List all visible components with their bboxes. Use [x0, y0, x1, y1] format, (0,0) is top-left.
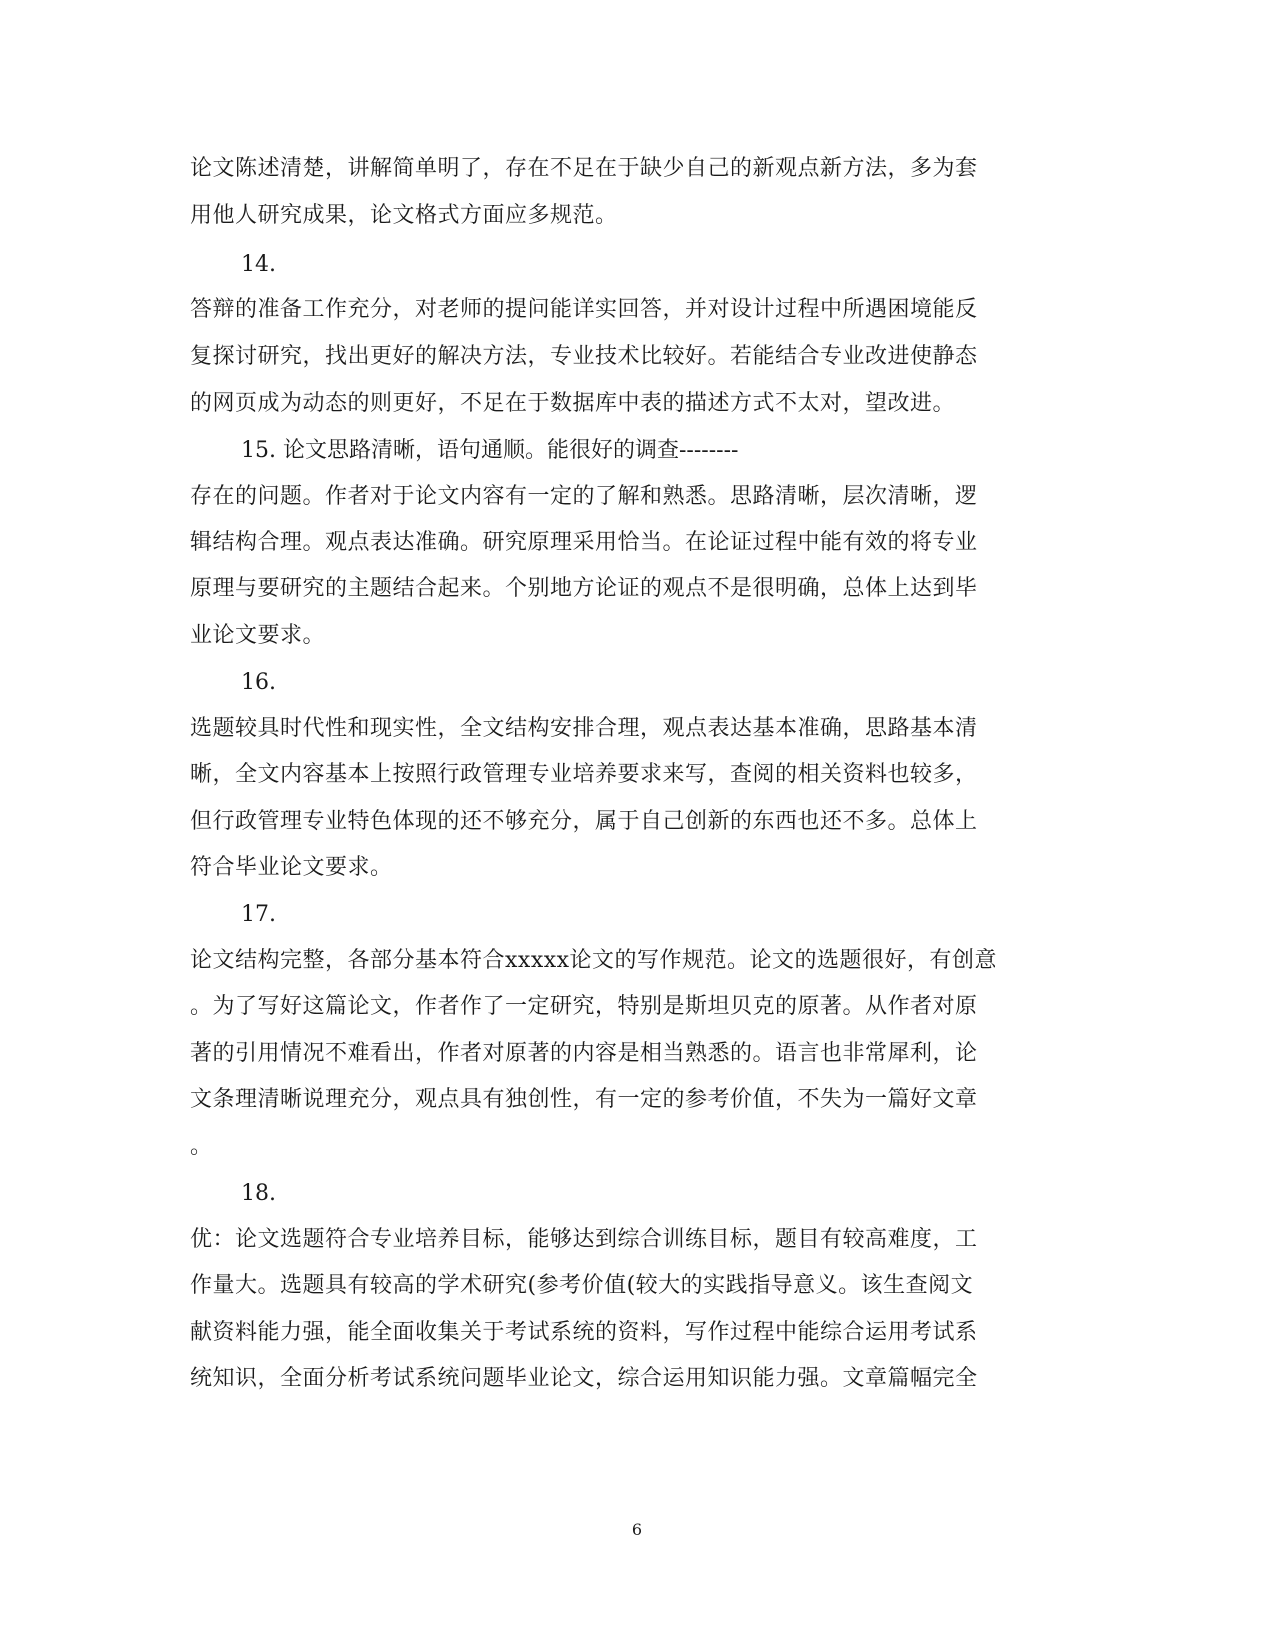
text-line: 业论文要求。 — [190, 623, 326, 648]
text-line: 用他人研究成果，论文格式方面应多规范。 — [190, 203, 618, 228]
text-line: 但行政管理专业特色体现的还不够充分，属于自己创新的东西也还不多。总体上 — [190, 809, 978, 834]
item-number: 16. — [241, 670, 276, 695]
text-line: 符合毕业论文要求。 — [190, 855, 393, 880]
text-line: 的网页成为动态的则更好，不足在于数据库中表的描述方式不太对，望改进。 — [190, 391, 956, 416]
text-line: 。 — [190, 1134, 213, 1159]
text-line: 献资料能力强，能全面收集关于考试系统的资料，写作过程中能综合运用考试系 — [190, 1320, 978, 1345]
text-line: 作量大。选题具有较高的学术研究(参考价值(较大的实践指导意义。该生查阅文 — [190, 1273, 974, 1298]
text-line: 著的引用情况不难看出，作者对原著的内容是相当熟悉的。语言也非常犀利，论 — [190, 1041, 978, 1066]
text-line: 复探讨研究，找出更好的解决方法，专业技术比较好。若能结合专业改进使静态 — [190, 344, 978, 369]
text-line: 。为了写好这篇论文，作者作了一定研究，特别是斯坦贝克的原著。从作者对原 — [190, 994, 978, 1019]
text-line: 存在的问题。作者对于论文内容有一定的了解和熟悉。思路清晰，层次清晰，逻 — [190, 484, 978, 509]
text-line: 辑结构合理。观点表达准确。研究原理采用恰当。在论证过程中能有效的将专业 — [190, 530, 978, 555]
text-line: 原理与要研究的主题结合起来。个别地方论证的观点不是很明确，总体上达到毕 — [190, 576, 978, 601]
text-line: 统知识，全面分析考试系统问题毕业论文，综合运用知识能力强。文章篇幅完全 — [190, 1366, 978, 1391]
text-line: 晰，全文内容基本上按照行政管理专业培养要求来写，查阅的相关资料也较多， — [190, 762, 978, 787]
text-line: 文条理清晰说理充分，观点具有独创性，有一定的参考价值，不失为一篇好文章 — [190, 1087, 978, 1112]
item-number: 14. — [241, 252, 276, 277]
page-number: 6 — [631, 1520, 643, 1539]
item-number: 18. — [241, 1181, 276, 1206]
item-number: 17. — [241, 902, 276, 927]
text-line: 答辩的准备工作充分，对老师的提问能详实回答，并对设计过程中所遇困境能反 — [190, 297, 978, 322]
text-line: 论文结构完整，各部分基本符合xxxxx论文的写作规范。论文的选题很好，有创意 — [190, 948, 998, 973]
text-line: 论文陈述清楚，讲解简单明了，存在不足在于缺少自己的新观点新方法，多为套 — [190, 156, 978, 181]
text-line: 选题较具时代性和现实性，全文结构安排合理，观点表达基本准确，思路基本清 — [190, 716, 978, 741]
item-number: 15. 论文思路清晰，语句通顺。能很好的调查-------- — [241, 438, 739, 463]
text-line: 优：论文选题符合专业培养目标，能够达到综合训练目标，题目有较高难度，工 — [190, 1227, 978, 1252]
